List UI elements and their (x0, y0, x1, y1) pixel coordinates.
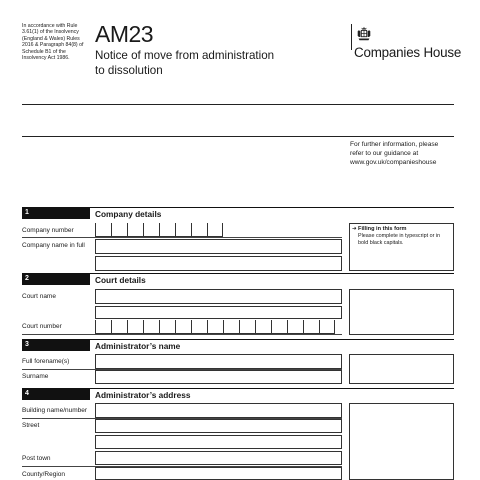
building-input[interactable] (95, 403, 342, 418)
digit-box[interactable] (303, 320, 319, 334)
county-input[interactable] (95, 467, 342, 480)
digit-box[interactable] (223, 320, 239, 334)
forenames-input[interactable] (95, 354, 342, 369)
company-number-label: Company number (22, 227, 74, 234)
post-town-label: Post town (22, 455, 51, 462)
section-number: 3 (22, 339, 90, 351)
court-number-label: Court number (22, 323, 62, 330)
guidance-info (350, 140, 454, 167)
court-name-label: Court name (22, 293, 56, 300)
side-box (349, 403, 454, 480)
digit-box[interactable] (95, 223, 111, 237)
header-rule-2 (22, 136, 454, 137)
digit-box[interactable] (239, 320, 255, 334)
digit-box[interactable] (159, 223, 175, 237)
post-town-input[interactable] (95, 451, 342, 465)
digit-box[interactable] (191, 320, 207, 334)
digit-box[interactable] (207, 223, 223, 237)
court-number-field[interactable] (95, 320, 335, 334)
digit-box[interactable] (127, 320, 143, 334)
street-input-2[interactable] (95, 435, 342, 449)
company-name-label: Company name in full (22, 242, 85, 249)
row-rule (22, 237, 342, 238)
section-title: Administrator’s address (95, 390, 191, 400)
info-line: For further information, please (350, 141, 439, 148)
section-title: Court details (95, 275, 146, 285)
brand-divider (351, 24, 352, 50)
digit-box[interactable] (111, 223, 127, 237)
street-input-1[interactable] (95, 419, 342, 433)
info-link[interactable]: www.gov.uk/companieshouse (350, 159, 437, 166)
court-name-input-2[interactable] (95, 306, 342, 319)
county-label: County/Region (22, 471, 65, 478)
section-title: Company details (95, 209, 162, 219)
legal-reference: In accordance with Rule 3.61(1) of the Insolvency (England & Wales) Rules 2016 & Paragraph 84(8) of Schedule B1 of the Insolvency Act 1986. (22, 23, 84, 62)
digit-box[interactable] (95, 320, 111, 334)
arrow-right-icon: ➜ (352, 226, 357, 232)
building-label: Building name/number (22, 407, 88, 414)
digit-box[interactable] (255, 320, 271, 334)
row-rule (22, 334, 342, 335)
section-number: 2 (22, 273, 90, 285)
company-name-input-2[interactable] (95, 256, 342, 271)
digit-box[interactable] (175, 320, 191, 334)
hint-line: Please complete in typescript or in (358, 233, 441, 239)
surname-input[interactable] (95, 370, 342, 384)
digit-box[interactable] (175, 223, 191, 237)
forenames-label: Full forename(s) (22, 358, 70, 365)
company-number-field[interactable] (95, 223, 223, 237)
section-number: 4 (22, 388, 90, 400)
hint-line: bold black capitals. (358, 240, 404, 246)
hint-text (352, 226, 450, 247)
form-title-line2: to dissolution (95, 64, 163, 77)
form-title-line1: Notice of move from administration (95, 49, 275, 62)
digit-box[interactable] (287, 320, 303, 334)
digit-box[interactable] (143, 223, 159, 237)
court-name-input-1[interactable] (95, 289, 342, 304)
side-box (349, 354, 454, 384)
royal-coat-of-arms-icon (355, 25, 373, 43)
form-title (95, 48, 315, 78)
info-line: refer to our guidance at (350, 150, 419, 157)
header-rule-1 (22, 104, 454, 105)
digit-box[interactable] (319, 320, 335, 334)
brand-name: Companies House (354, 45, 462, 60)
digit-box[interactable] (143, 320, 159, 334)
surname-label: Surname (22, 373, 49, 380)
section-title: Administrator’s name (95, 341, 181, 351)
company-name-input-1[interactable] (95, 239, 342, 254)
form-code: AM23 (95, 21, 154, 47)
digit-box[interactable] (127, 223, 143, 237)
digit-box[interactable] (111, 320, 127, 334)
street-label: Street (22, 422, 40, 429)
side-box (349, 289, 454, 335)
digit-box[interactable] (159, 320, 175, 334)
section-number: 1 (22, 207, 90, 219)
digit-box[interactable] (271, 320, 287, 334)
hint-title: Filling in this form (358, 226, 407, 232)
digit-box[interactable] (207, 320, 223, 334)
digit-box[interactable] (191, 223, 207, 237)
